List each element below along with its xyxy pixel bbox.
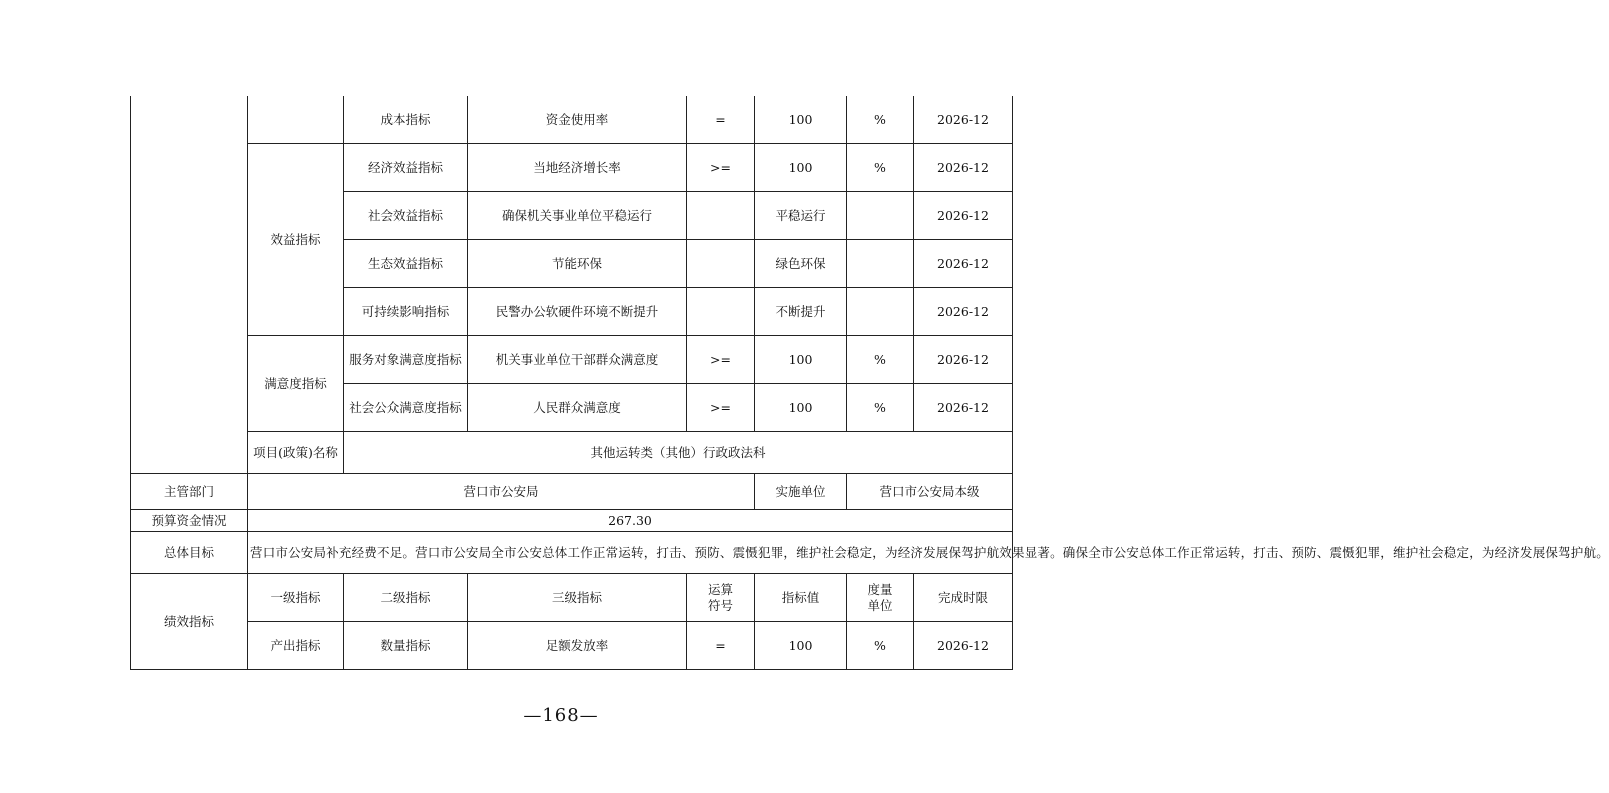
- operator-cell: [687, 288, 755, 336]
- value-cell: 100: [755, 336, 847, 384]
- satisfaction-row: [131, 336, 1013, 384]
- overall-goal-row: [131, 532, 1013, 574]
- operator-cell: >=: [687, 384, 755, 432]
- unit-cell: %: [847, 622, 914, 670]
- unit-cell: %: [847, 336, 914, 384]
- unit-cell: [847, 240, 914, 288]
- header-unit-line2: 单位: [867, 597, 893, 613]
- level2-cell: 社会效益指标: [344, 192, 468, 240]
- level2-cell: 社会公众满意度指标: [344, 384, 468, 432]
- level3-cell: 当地经济增长率: [468, 144, 687, 192]
- level3-cell: 民警办公软硬件环境不断提升: [468, 288, 687, 336]
- level3-cell: 资金使用率: [468, 96, 687, 144]
- header-level3: 三级指标: [468, 574, 687, 622]
- output-row: [131, 622, 1013, 670]
- level2-cell: 生态效益指标: [344, 240, 468, 288]
- level1-cell: 产出指标: [248, 622, 344, 670]
- unit-cell: %: [847, 384, 914, 432]
- header-value: 指标值: [755, 574, 847, 622]
- level3-cell: 足额发放率: [468, 622, 687, 670]
- header-deadline: 完成时限: [914, 574, 1013, 622]
- budget-value: 267.30: [248, 510, 1013, 532]
- value-cell: 100: [755, 96, 847, 144]
- deadline-cell: 2026-12: [914, 336, 1013, 384]
- department-value: 营口市公安局: [248, 474, 755, 510]
- deadline-cell: 2026-12: [914, 622, 1013, 670]
- benefit-row: [131, 144, 1013, 192]
- value-cell: 100: [755, 622, 847, 670]
- project-name-value: 其他运转类（其他）行政政法科: [344, 432, 1013, 474]
- deadline-cell: 2026-12: [914, 288, 1013, 336]
- header-level1: 一级指标: [248, 574, 344, 622]
- overall-goal-text: 营口市公安局补充经费不足。营口市公安局全市公安总体工作正常运转，打击、预防、震慑犯罪，维护社会稳定，为经济发展保驾护航效果显著。确保全市公安总体工作正常运转，打击、预防、震慑犯罪，维护社会稳定，为经济发展保驾护航。: [248, 532, 1013, 574]
- header-level2: 二级指标: [344, 574, 468, 622]
- deadline-cell: 2026-12: [914, 96, 1013, 144]
- implementing-unit-value: 营口市公安局本级: [847, 474, 1013, 510]
- level2-cell: 可持续影响指标: [344, 288, 468, 336]
- implementing-unit-label: 实施单位: [755, 474, 847, 510]
- deadline-cell: 2026-12: [914, 144, 1013, 192]
- header-unit: [847, 574, 914, 622]
- overall-goal-label: 总体目标: [131, 532, 248, 574]
- budget-label: 预算资金情况: [131, 510, 248, 532]
- cost-row: [131, 96, 1013, 144]
- operator-cell: =: [687, 622, 755, 670]
- continued-blank-cell: [131, 96, 248, 474]
- value-cell: 平稳运行: [755, 192, 847, 240]
- operator-cell: >=: [687, 144, 755, 192]
- header-operator-line2: 符号: [707, 597, 733, 613]
- operator-cell: >=: [687, 336, 755, 384]
- operator-cell: =: [687, 96, 755, 144]
- operator-cell: [687, 240, 755, 288]
- project-name-label: 项目(政策)名称: [248, 432, 344, 474]
- level2-cell: 成本指标: [344, 96, 468, 144]
- value-cell: 100: [755, 144, 847, 192]
- unit-cell: [847, 192, 914, 240]
- level3-cell: 确保机关事业单位平稳运行: [468, 192, 687, 240]
- deadline-cell: 2026-12: [914, 384, 1013, 432]
- performance-indicators-label: 绩效指标: [131, 574, 248, 670]
- level2-cell: 经济效益指标: [344, 144, 468, 192]
- level3-cell: 机关事业单位干部群众满意度: [468, 336, 687, 384]
- value-cell: 不断提升: [755, 288, 847, 336]
- department-label: 主管部门: [131, 474, 248, 510]
- unit-cell: [847, 288, 914, 336]
- benefit-group-cell: 效益指标: [248, 144, 344, 336]
- continued-blank-cell: [248, 96, 344, 144]
- budget-row: [131, 510, 1013, 532]
- header-operator: [687, 574, 755, 622]
- department-row: [131, 474, 1013, 510]
- unit-cell: %: [847, 144, 914, 192]
- deadline-cell: 2026-12: [914, 192, 1013, 240]
- level3-cell: 节能环保: [468, 240, 687, 288]
- level2-cell: 数量指标: [344, 622, 468, 670]
- value-cell: 绿色环保: [755, 240, 847, 288]
- unit-cell: %: [847, 96, 914, 144]
- operator-cell: [687, 192, 755, 240]
- header-operator-line1: 运算: [707, 581, 733, 597]
- header-unit-line1: 度量: [867, 581, 893, 597]
- page-number: —168—: [523, 705, 599, 726]
- value-cell: 100: [755, 384, 847, 432]
- satisfaction-group-cell: 满意度指标: [248, 336, 344, 432]
- performance-table: [130, 96, 1609, 670]
- indicator-header-row: [131, 574, 1013, 622]
- level3-cell: 人民群众满意度: [468, 384, 687, 432]
- project-name-row: [131, 432, 1013, 474]
- level2-cell: 服务对象满意度指标: [344, 336, 468, 384]
- deadline-cell: 2026-12: [914, 240, 1013, 288]
